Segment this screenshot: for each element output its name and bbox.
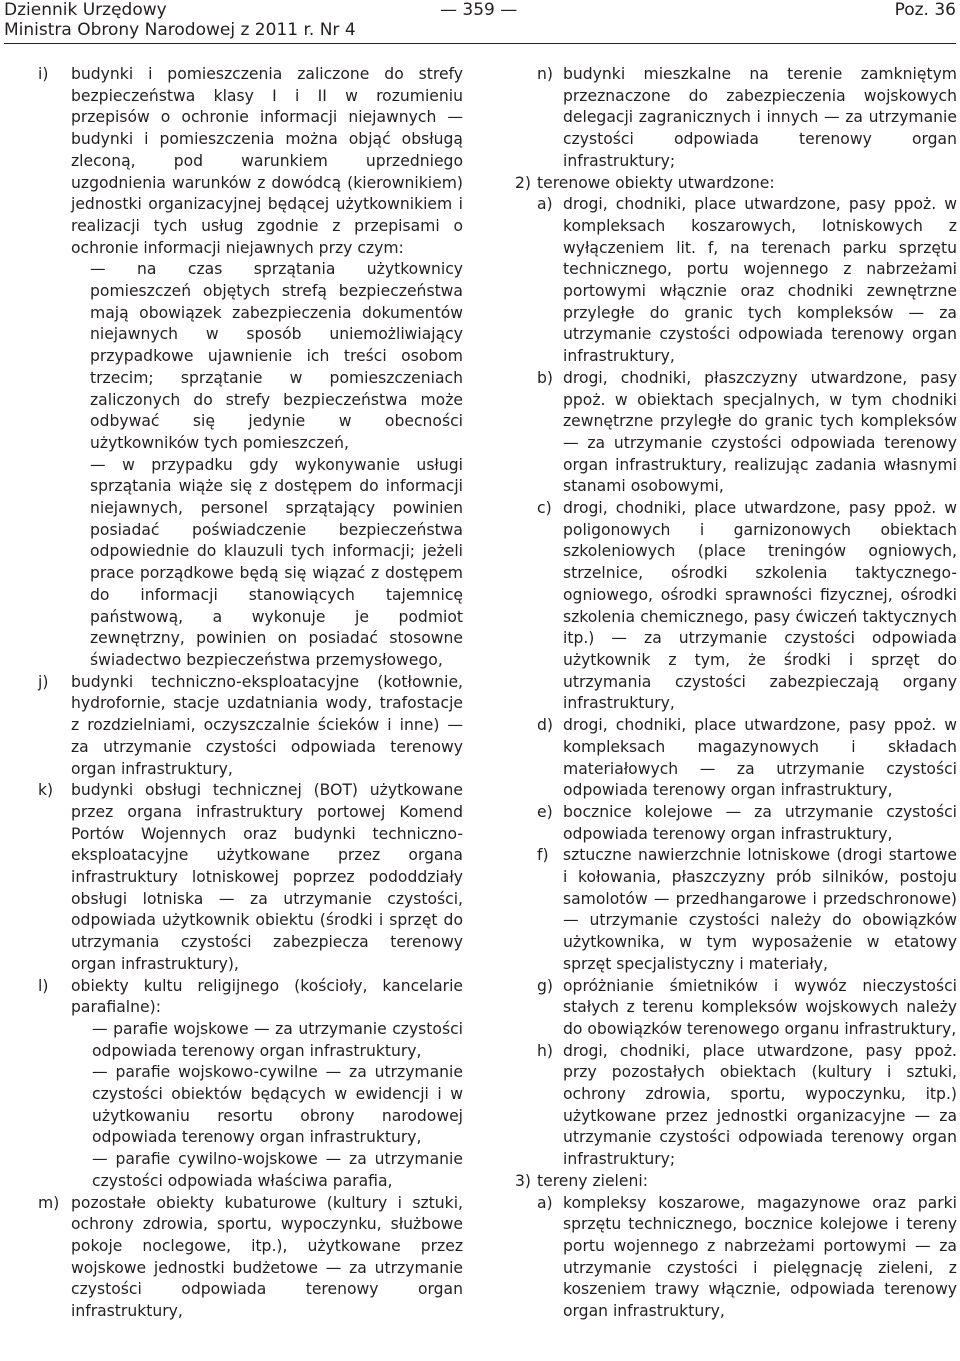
- item-l: [38, 976, 463, 1019]
- bullet-text: parafie cywilno-wojskowe — za utrzymanie czystości odpowiada właściwa parafia,: [92, 1150, 463, 1190]
- item-text: pozostałe obiekty kubaturowe (kultury i sztuki, ochrony zdrowia, sportu, wypoczynku, służbowe pokoje noclegowe, itp.), użytkowane przez wojskowe jednostki budżetowe — za utrzymanie czystości odpowiada terenowy organ infrastruktury,: [71, 1193, 463, 1321]
- bullet-text: parafie wojskowo-cywilne — za utrzymanie czystości obiektów będących w ewidencji i w użytkowaniu resortu obrony narodowej odpowiada terenowy organ infrastruktury,: [92, 1063, 463, 1147]
- section-label: 2): [515, 173, 532, 192]
- item-text: drogi, chodniki, place utwardzone, pasy ppoż. w poligonowych i garnizonowych obiektach szkoleniowych (place treningów ogniowych, strzelnice, ośrodki szkolenia taktycznego-ogniowego, ośrodki sprawności fizycznej, ośrodki szkolenia chemicznego, pasy ćwiczeń taktycznych itp.) — za utrzymanie czystości odpowiada użytkownik z tym, że środki i sprzęt do utrzymania czystości zabezpieczają organy infrastruktury,: [563, 499, 957, 713]
- item-text: obiekty kultu religijnego (kościoły, kancelarie parafialne):: [71, 976, 463, 1017]
- item-text: kompleksy koszarowe, magazynowe oraz parki sprzętu technicznego, bocznice kolejowe i tereny portu wojennego z nabrzeżami portowymi — za utrzymanie czystości i pielęgnację zieleni, z koszeniem trawy włącznie, odpowiada terenowy organ infrastruktury,: [563, 1193, 957, 1321]
- item-text: budynki techniczno-eksploatacyjne (kotłownie, hydrofornie, stacje uzdatniania wody, trafostacje z rozdzielniami, oczyszczalnie ścieków i inne) — za utrzymanie czystości odpowiada terenowy organ infrastruktury,: [71, 672, 463, 778]
- item-label: i): [38, 65, 49, 83]
- section-2: [515, 173, 957, 195]
- item-2b: [515, 368, 957, 498]
- item-i: [38, 64, 463, 259]
- header-rule: [4, 43, 956, 44]
- item-l-bullet-3: [38, 1149, 463, 1192]
- right-column: [515, 64, 957, 1323]
- bullet-text: parafie wojskowe — za utrzymanie czystości odpowiada terenowy organ infrastruktury,: [92, 1019, 463, 1060]
- journal-title: Dziennik Urzędowy: [4, 0, 167, 20]
- item-l-bullet-2: [38, 1062, 463, 1149]
- position-number: Poz. 36: [894, 0, 956, 20]
- item-2e: [515, 802, 957, 845]
- item-label: e): [537, 802, 553, 821]
- item-m: [38, 1193, 463, 1323]
- item-i-bullet-1: [38, 259, 463, 454]
- item-l-bullet-1: [38, 1019, 463, 1062]
- item-text: sztuczne nawierzchnie lotniskowe (drogi startowe i kołowania, płaszczyzny prób silników, postoju samolotów — przedhangarowe i przedschronowe) — utrzymanie czystości należy do obowiązków użytkownika, w tym wyposażenie w etatowy sprzęt specjalistyczny i materiały,: [563, 846, 957, 973]
- item-2c: [515, 498, 957, 715]
- item-text: drogi, chodniki, place utwardzone, pasy ppoż. w kompleksach koszarowych, lotniskowych z wyłączeniem lit. f, na terenach parku sprzętu technicznego, portu wojennego z nabrzeżami portowymi włącznie oraz chodniki zewnętrzne przyległe do granic tych kompleksów — za utrzymanie czystości odpowiada terenowy organ infrastruktury,: [563, 195, 957, 366]
- item-label: l): [38, 976, 49, 995]
- dash: —: [90, 455, 106, 474]
- item-text: budynki i pomieszczenia zaliczone do strefy bezpieczeństwa klasy I i II w rozumieniu przepisów o ochronie informacji niejawnych — budynki i pomieszczenia można objąć obsługą zleconą, pod warunkiem uprzedniego uzgodnienia warunków z dowódcą (kierownikiem) jednostki organizacyjnej będącej użytkownikiem i realizacji tych usług zgodnie z przepisami o ochronie informacji niejawnych przy czym:: [71, 65, 463, 257]
- item-label: h): [537, 1041, 553, 1060]
- bullet-text: na czas sprzątania użytkownicy pomieszczeń objętych strefą bezpieczeństwa mają obowiązek zabezpieczenia dokumentów niejawnych w sposób uniemożliwiający przypadkowe ujawnienie ich treści osobom trzecim; sprzątanie w pomieszczeniach zaliczonych do strefy bezpieczeństwa może odbywać się jedynie w obecności użytkowników tych pomieszczeń,: [90, 260, 463, 452]
- dash: —: [92, 1019, 108, 1038]
- item-text: budynki mieszkalne na terenie zamkniętym przeznaczone do zabezpieczenia wojskowych delegacji zagranicznych i innych — za utrzymanie czystości odpowiada terenowy organ infrastruktury;: [563, 65, 957, 170]
- item-text: budynki obsługi technicznej (BOT) użytkowane przez organa infrastruktury portowej Komend Portów Wojennych oraz budynki techniczno-eksploatacyjne użytkowane przez organa infrastruktury lotniskowej poprzez pododdziały obsługi lotniska — za utrzymanie czystości, odpowiada użytkownik obiektu (środki i sprzęt do utrzymania czystości zabezpiecza terenowy organ infrastruktury),: [71, 781, 463, 973]
- item-2h: [515, 1041, 957, 1171]
- ministry-line: Ministra Obrony Narodowej z 2011 r. Nr 4: [4, 20, 356, 40]
- section-text: terenowe obiekty utwardzone:: [537, 173, 775, 192]
- item-label: n): [537, 65, 553, 83]
- item-2f: [515, 845, 957, 975]
- dash: —: [90, 260, 106, 279]
- item-text: drogi, chodniki, place utwardzone, pasy ppoż. w kompleksach magazynowych i składach materiałowych — za utrzymanie czystości odpowiada terenowy organ infrastruktury,: [563, 716, 957, 800]
- item-k: [38, 780, 463, 975]
- item-label: k): [38, 781, 54, 800]
- section-text: tereny zieleni:: [537, 1171, 648, 1190]
- item-text: drogi, chodniki, płaszczyzny utwardzone, pasy ppoż. w obiektach specjalnych, w tym chodniki zewnętrzne przyległe do granic tych kompleksów — za utrzymanie czystości odpowiada terenowy organ infrastruktury, realizując zadania własnymi stanami osobowymi,: [563, 368, 957, 496]
- item-3a: [515, 1193, 957, 1323]
- item-label: b): [537, 368, 553, 387]
- item-label: c): [537, 499, 552, 518]
- item-label: a): [537, 1193, 553, 1212]
- left-column: [38, 64, 463, 1323]
- item-2d: [515, 715, 957, 802]
- item-text: opróżnianie śmietników i wywóz nieczystości stałych z terenu kompleksów wojskowych należy do obowiązków terenowego organu infrastruktury,: [563, 976, 957, 1038]
- item-label: j): [38, 672, 49, 691]
- dash: —: [92, 1150, 108, 1169]
- bullet-text: w przypadku gdy wykonywanie usługi sprzątania wiąże się z dostępem do informacji niejawnych, personel sprzątający powinien posiadać poświadczenie bezpieczeństwa odpowiednie do klauzuli tych informacji; jeżeli prace porządkowe będą się wiązać z dostępem do informacji stanowiących tajemnicę państwową, a wykonuje je podmiot zewnętrzny, powinien on posiadać stosowne świadectwo bezpieczeństwa przemysłowego,: [90, 455, 463, 669]
- section-3: [515, 1171, 957, 1193]
- item-label: f): [537, 846, 549, 865]
- page-header: [0, 0, 960, 44]
- item-n: [515, 64, 957, 173]
- item-label: a): [537, 195, 553, 214]
- item-text: drogi, chodniki, place utwardzone, pasy ppoż. przy pozostałych obiektach (kultury i sztuki, ochrony zdrowia, sportu, wypoczynku, itp.) użytkowane przez jednostki organizacyjne — za utrzymanie czystości odpowiada terenowy organ infrastruktury;: [563, 1041, 957, 1169]
- section-label: 3): [515, 1171, 532, 1190]
- item-label: g): [537, 976, 553, 995]
- item-text: bocznice kolejowe — za utrzymanie czystości odpowiada terenowy organ infrastruktury,: [563, 802, 957, 843]
- item-2g: [515, 976, 957, 1041]
- page-number: — 359 —: [440, 0, 518, 20]
- item-i-bullet-2: [38, 455, 463, 672]
- item-j: [38, 672, 463, 781]
- item-label: m): [38, 1193, 60, 1212]
- item-label: d): [537, 716, 553, 735]
- item-2a: [515, 194, 957, 368]
- dash: —: [92, 1063, 108, 1082]
